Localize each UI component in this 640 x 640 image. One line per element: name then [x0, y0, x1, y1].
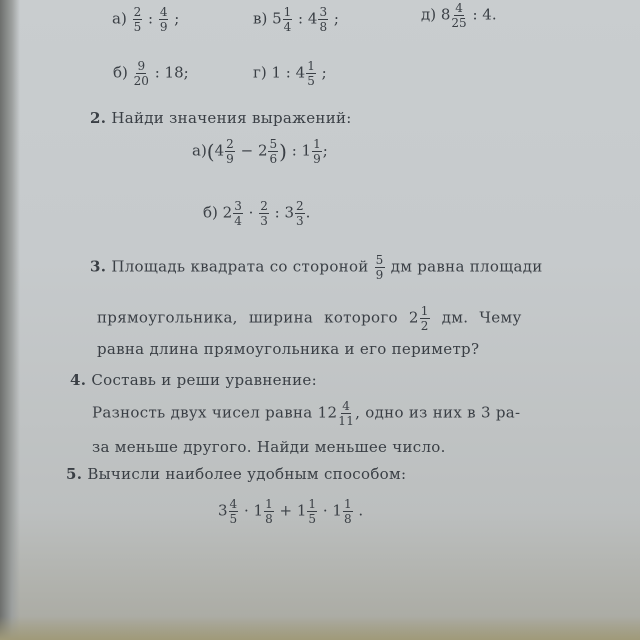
fraction: $\frac{5}{6}$ [269, 137, 278, 166]
table-surface [0, 616, 640, 640]
task5-expression: 3 $\frac{4}{5}$ · 1 $\frac{1}{8}$ + 1 $\frac{1}{5}$ · 1 $\frac{1}{8}$ . [218, 497, 364, 526]
task4-heading: 4. Составь и реши уравнение: [70, 371, 317, 389]
fraction: $\frac{1}{8}$ [265, 497, 273, 526]
prev-task-a: а) $\frac{2}{5}$ : $\frac{4}{9}$ ; [112, 5, 180, 34]
prev-task-v: в) 5 $\frac{1}{4}$ : 4 $\frac{3}{8}$ ; [253, 5, 339, 34]
fraction: $\frac{4}{5}$ [229, 497, 238, 526]
prev-task-g: г) 1 : 4 $\frac{1}{5}$ ; [253, 59, 327, 88]
fraction: $\frac{3}{4}$ [234, 199, 242, 228]
task2-heading: 2. Найди значения выражений: [90, 109, 352, 127]
fraction: $\frac{1}{4}$ [283, 5, 292, 34]
fraction: $\frac{9}{20}$ [133, 59, 149, 88]
fraction: $\frac{1}{8}$ [343, 497, 352, 526]
task3-line1: 3. Площадь квадрата со стороной $\frac{5}{9}$ дм равна площади [90, 253, 543, 282]
fraction: $\frac{3}{8}$ [319, 5, 328, 34]
task2-b: б) 2 $\frac{3}{4}$ · $\frac{2}{3}$ : 3 $\frac{2}{3}$ . [203, 199, 311, 228]
fraction: $\frac{4}{11}$ [338, 399, 355, 428]
fraction: $\frac{1}{5}$ [308, 497, 317, 526]
task4-line1: Разность двух чисел равна 12 $\frac{4}{11}$ , одно из них в 3 ра- [92, 399, 521, 428]
fraction: $\frac{2}{9}$ [226, 137, 234, 166]
prev-task-b: б) $\frac{9}{20}$ : 18; [113, 59, 189, 88]
fraction: $\frac{1}{5}$ [307, 59, 315, 88]
fraction: $\frac{4}{9}$ [159, 5, 168, 34]
prev-task-d: д) 8 $\frac{4}{25}$ : 4. [421, 1, 497, 30]
page-edge-shadow [0, 0, 20, 640]
task5-heading: 5. Вычисли наиболее удобным способом: [66, 465, 407, 483]
fraction: $\frac{2}{3}$ [296, 199, 304, 228]
task3-line2: прямоугольника, ширина которого 2 $\frac{1}{2}$ дм. Чему [97, 304, 522, 333]
task3-line3: равна длина прямоугольника и его периметр? [97, 340, 480, 358]
fraction: $\frac{1}{9}$ [313, 137, 321, 166]
fraction: $\frac{5}{9}$ [375, 253, 384, 282]
fraction: $\frac{1}{2}$ [420, 304, 429, 333]
fraction: $\frac{4}{25}$ [451, 1, 467, 30]
task4-line2: за меньше другого. Найди меньшее число. [92, 438, 446, 456]
task2-a: а)(4 $\frac{2}{9}$ − 2 $\frac{5}{6}$ ) : 1 $\frac{1}{9}$ ; [192, 137, 328, 166]
fraction: $\frac{2}{5}$ [133, 5, 142, 34]
fraction: $\frac{2}{3}$ [260, 199, 268, 228]
